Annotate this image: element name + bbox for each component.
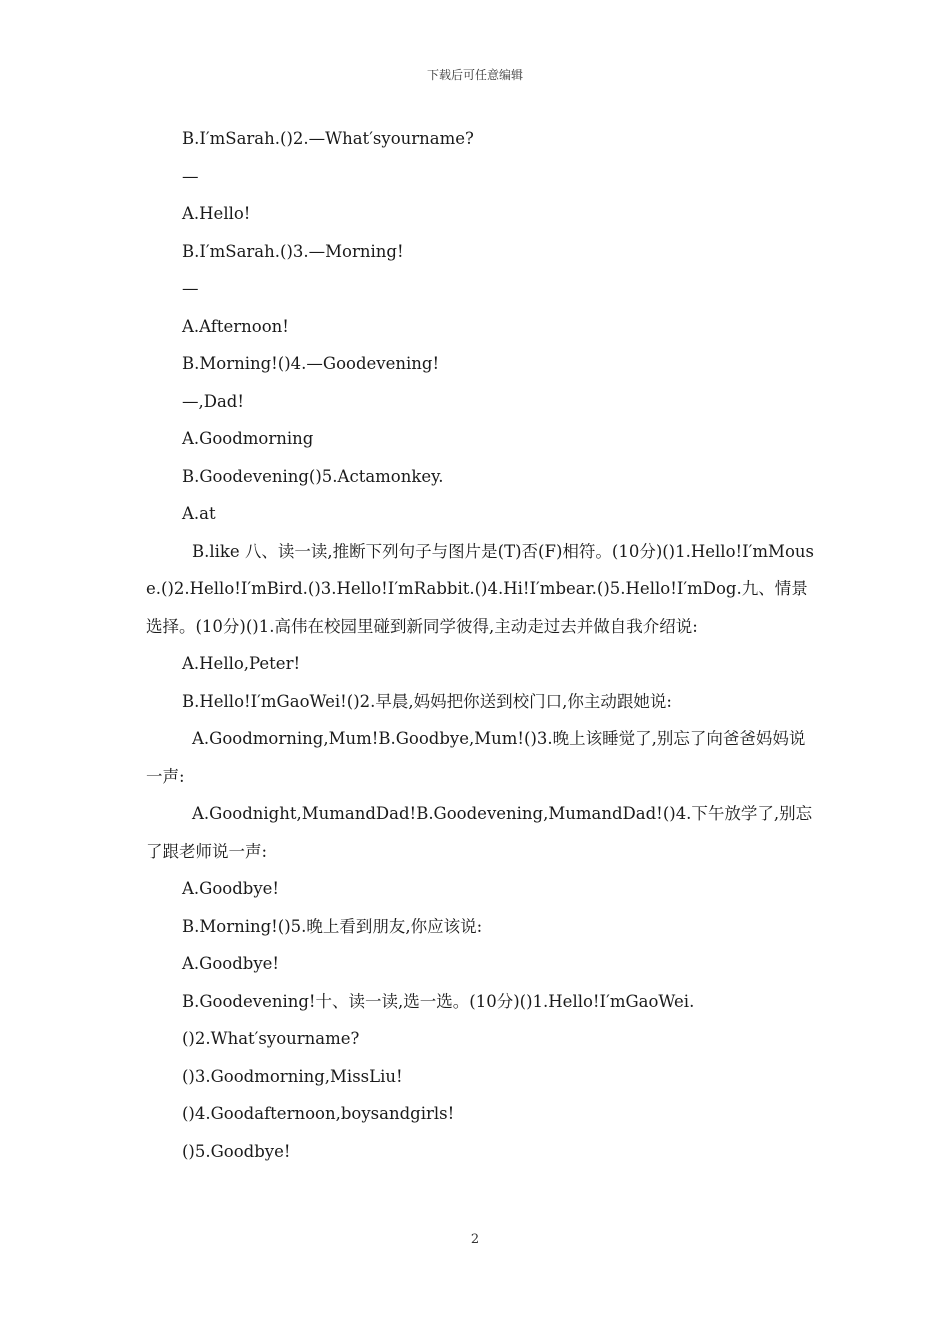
text-line: B.Morning!()4.—Goodevening! — [182, 354, 440, 373]
text-line: A.Hello! — [182, 204, 251, 223]
text-line: — — [182, 279, 199, 298]
document-body — [146, 120, 816, 1170]
text-line: A.Hello,Peter! — [182, 654, 301, 673]
paragraph-question-4: A.Goodnight,MumandDad!B.Goodevening,MumandDad!()4.下午放学了,别忘了跟老师说一声: — [146, 804, 813, 861]
text-line: B.I′mSarah.()2.—What′syourname? — [182, 129, 474, 148]
text-line: ()5.Goodbye! — [182, 1141, 291, 1161]
text-line: A.Goodbye! — [182, 879, 280, 898]
text-line: ()3.Goodmorning,MissLiu! — [182, 1066, 403, 1086]
text-line: A.Goodbye! — [182, 954, 280, 973]
paragraph-question-3: A.Goodmorning,Mum!B.Goodbye,Mum!()3.晚上该睡觉了,别忘了向爸爸妈妈说一声: — [146, 729, 806, 786]
text-line: A.Goodmorning — [182, 429, 314, 448]
text-line: B.Morning!()5.晚上看到朋友,你应该说: — [182, 916, 483, 936]
text-line: B.Goodevening!十、读一读,选一选。(10分)()1.Hello!I′mGaoWei. — [182, 991, 695, 1011]
text-line: A.Afternoon! — [182, 316, 289, 336]
text-line: — — [182, 166, 199, 186]
text-line: —,Dad! — [182, 391, 245, 411]
text-line: ()2.What′syourname? — [182, 1029, 360, 1048]
text-line: B.Hello!I′mGaoWei!()2.早晨,妈妈把你送到校门口,你主动跟她说: — [182, 691, 672, 711]
page-number: 2 — [470, 1232, 480, 1247]
text-line: A.at — [182, 504, 216, 523]
text-line: B.Goodevening()5.Actamonkey. — [182, 466, 444, 486]
paragraph-section-8-9: B.like 八、读一读,推断下列句子与图片是(T)否(F)相符。(10分)()1.Hello!I′mMouse.()2.Hello!I′mBird.()3.Hello!I′mRabbit.()4.Hi!I′mbear.()5.Hello!I′mDog.九、情景选择。(10分)()1.高伟在校园里碰到新同学彼得,主动走过去并做自我介绍说: — [146, 541, 814, 636]
page-header: 下载后可任意编辑 — [426, 68, 523, 82]
text-line: ()4.Goodafternoon,boysandgirls! — [182, 1104, 455, 1123]
text-line: B.I′mSarah.()3.—Morning! — [182, 241, 404, 261]
